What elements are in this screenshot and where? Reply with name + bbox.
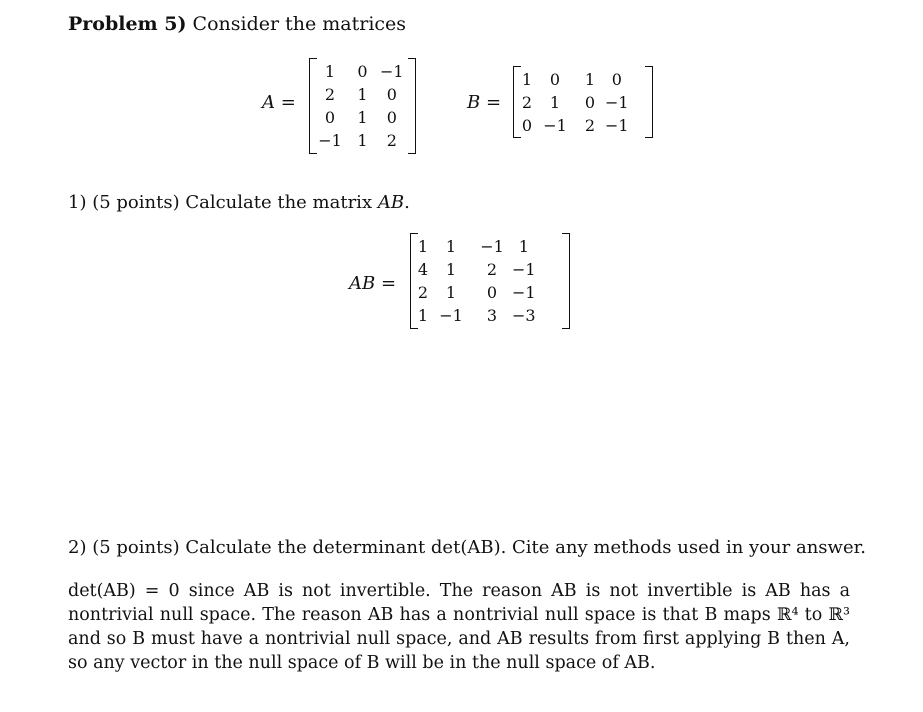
matrix-b-label: B = [467,92,502,113]
part2-question: 2) (5 points) Calculate the determinant det(AB). Cite any methods used in your answer. [68,537,866,558]
problem-heading [68,11,406,37]
answer-paragraph [68,579,850,675]
problem-label: Problem 5) [68,13,187,35]
matrix-b-table: 1 0 1 0 2 1 0 −1 0 −1 2 −1 [521,70,629,135]
part1-question: 1) (5 points) Calculate the matrix AB. [68,192,410,213]
matrix-a-table: 1 0 −1 2 1 0 0 1 0 −1 1 2 [318,62,404,150]
matrix-a-label: A = [262,92,296,113]
matrix-a [309,58,416,154]
matrix-b [513,66,653,138]
matrix-ab [410,233,570,329]
answer-text: det(AB) = 0 since AB is not invertible. The reason AB is not invertible is AB has a nontrivial null space. The reason AB has a nontrivial null space is that B maps ℝ⁴ to ℝ³ and so B must have a nontrivial null space, and AB results from first applying B then A, so any vector in the null space of B will be in the null space of AB. [68,581,850,673]
matrix-ab-label: AB = [349,273,397,294]
problem-intro: Consider the matrices [192,13,407,35]
matrix-ab-table: 1 1 −1 1 4 1 2 −1 2 1 0 −1 1 −1 3 −3 [417,237,536,325]
